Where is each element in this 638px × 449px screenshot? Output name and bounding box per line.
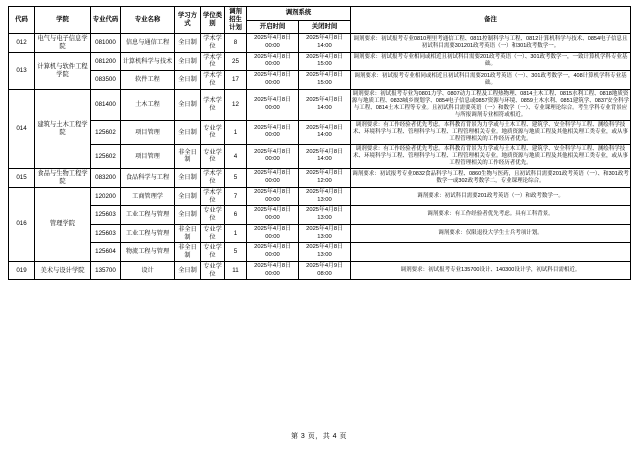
cell-major-name: 工商管理学	[121, 187, 175, 206]
cell-close-time: 2025年4月8日 13:00	[299, 224, 351, 243]
cell-study-mode: 全日制	[175, 169, 201, 188]
cell-open-time: 2025年4月8日 00:00	[247, 169, 299, 188]
header-plan: 调剂招生计划	[225, 7, 247, 34]
cell-close-time: 2025年4月8日 13:00	[299, 243, 351, 262]
cell-degree-type: 专业学位	[201, 224, 225, 243]
cell-plan: 25	[225, 52, 247, 71]
cell-study-mode: 全日制	[175, 89, 201, 120]
cell-open-time: 2025年4月8日 00:00	[247, 187, 299, 206]
table-row	[9, 261, 631, 280]
cell-major-code: 125602	[91, 144, 121, 168]
cell-remark: 调剂要求：初试报考专业0832食品科学与工程、0860生物与医药，且初试科目需要201政考英语（一）、和301政考数学一或302政考数学二，专业课理论综合。	[351, 169, 631, 188]
cell-study-mode: 全日制	[175, 52, 201, 71]
cell-open-time: 2025年4月8日 00:00	[247, 144, 299, 168]
cell-major-code: 081000	[91, 34, 121, 53]
cell-close-time: 2025年4月8日 13:00	[299, 206, 351, 225]
header-code: 代码	[9, 7, 35, 34]
cell-remark: 调剂要求：初试报考专业0810理里考通信工程、0811控制科学与工程、0812计算机科学与技术、0854电子信息且初试科目需要301201政考英语（一）和301政考数学一。	[351, 34, 631, 53]
cell-close-time: 2025年4月8日 13:00	[299, 187, 351, 206]
cell-open-time: 2025年4月8日 00:00	[247, 224, 299, 243]
cell-open-time: 2025年4月8日 00:00	[247, 71, 299, 90]
cell-remark: 调剂要求：初试报考专业相同或相近且初试科目需要201政考英语（一）、301政考数学一，一致计算机学科专业基础。	[351, 52, 631, 71]
cell-degree-type: 学术学位	[201, 169, 225, 188]
cell-plan: 12	[225, 89, 247, 120]
cell-study-mode: 全日制	[175, 261, 201, 280]
table-row	[9, 224, 631, 243]
table-row	[9, 206, 631, 225]
cell-major-name: 计算机科学与技术	[121, 52, 175, 71]
cell-major-code: 081400	[91, 89, 121, 120]
adjustment-table	[8, 6, 631, 280]
cell-major-code: 125603	[91, 206, 121, 225]
cell-college: 食品与生物工程学院	[35, 169, 91, 188]
table-row	[9, 243, 631, 262]
header-college: 学院	[35, 7, 91, 34]
cell-plan: 4	[225, 144, 247, 168]
cell-study-mode: 全日制	[175, 71, 201, 90]
cell-degree-type: 专业学位	[201, 206, 225, 225]
cell-study-mode: 全日制	[175, 206, 201, 225]
cell-code: 012	[9, 34, 35, 53]
header-system-group: 调剂系统	[247, 7, 351, 21]
cell-plan: 11	[225, 261, 247, 280]
table-row	[9, 71, 631, 90]
table-row	[9, 34, 631, 53]
header-degree-type: 学位类别	[201, 7, 225, 34]
cell-close-time: 2025年4月8日 14:00	[299, 144, 351, 168]
cell-plan: 1	[225, 120, 247, 144]
cell-code: 019	[9, 261, 35, 280]
cell-code: 015	[9, 169, 35, 188]
cell-degree-type: 专业学位	[201, 261, 225, 280]
cell-plan: 7	[225, 187, 247, 206]
cell-college: 计算机与软件工程学院	[35, 52, 91, 89]
cell-remark: 调剂要求：仅限退役大学生士兵考项计划。	[351, 224, 631, 243]
cell-code: 013	[9, 52, 35, 89]
cell-remark: 调剂要求：有工作经验者优先考虑。本科教育背景为力学或与土木工程、建筑学、安全科学与工程、测绘科学技术、环境科学与工程、管理科学与工程、工程管理相关专业。地质资源与地质工程及其他相关理工类专业，或从事工程管理相关的工作经历者优先。	[351, 120, 631, 144]
cell-open-time: 2025年4月8日 00:00	[247, 120, 299, 144]
cell-open-time: 2025年4月8日 00:00	[247, 34, 299, 53]
cell-remark: 调剂要求：有工作经验者优先考虑。具有工科背景。	[351, 206, 631, 225]
cell-major-name: 土木工程	[121, 89, 175, 120]
cell-degree-type: 学术学位	[201, 52, 225, 71]
cell-major-code: 125603	[91, 224, 121, 243]
cell-plan: 5	[225, 169, 247, 188]
cell-major-name: 项目管理	[121, 144, 175, 168]
cell-plan: 1	[225, 224, 247, 243]
table-row	[9, 89, 631, 120]
cell-plan: 8	[225, 34, 247, 53]
cell-major-name: 食品科学与工程	[121, 169, 175, 188]
cell-study-mode: 非全日制	[175, 144, 201, 168]
cell-major-code: 125602	[91, 120, 121, 144]
table-row	[9, 187, 631, 206]
cell-major-name: 设计	[121, 261, 175, 280]
cell-degree-type: 学术学位	[201, 89, 225, 120]
table-row	[9, 52, 631, 71]
cell-college: 电气与电子信息学院	[35, 34, 91, 53]
cell-close-time: 2025年4月9日 08:00	[299, 261, 351, 280]
cell-study-mode: 全日制	[175, 34, 201, 53]
cell-close-time: 2025年4月8日 14:00	[299, 120, 351, 144]
cell-major-code: 120200	[91, 187, 121, 206]
cell-open-time: 2025年4月8日 00:00	[247, 243, 299, 262]
table-body	[9, 34, 631, 280]
cell-major-code: 083200	[91, 169, 121, 188]
table-row	[9, 144, 631, 168]
cell-degree-type: 学术学位	[201, 187, 225, 206]
cell-college: 美术与设计学院	[35, 261, 91, 280]
table-row	[9, 120, 631, 144]
cell-college: 管理学院	[35, 187, 91, 261]
cell-remark	[351, 243, 631, 262]
cell-close-time: 2025年4月8日 15:00	[299, 71, 351, 90]
cell-college: 建筑与土木工程学院	[35, 89, 91, 168]
cell-major-name: 软件工程	[121, 71, 175, 90]
cell-close-time: 2025年4月8日 14:00	[299, 89, 351, 120]
cell-plan: 6	[225, 206, 247, 225]
cell-study-mode: 全日制	[175, 120, 201, 144]
cell-major-code: 135700	[91, 261, 121, 280]
cell-degree-type: 专业学位	[201, 144, 225, 168]
cell-plan: 5	[225, 243, 247, 262]
cell-plan: 17	[225, 71, 247, 90]
header-close-time: 关闭时间	[299, 20, 351, 34]
cell-major-name: 项目管理	[121, 120, 175, 144]
cell-close-time: 2025年4月8日 12:00	[299, 169, 351, 188]
cell-open-time: 2025年4月8日 00:00	[247, 89, 299, 120]
header-open-time: 开启时间	[247, 20, 299, 34]
table-row	[9, 169, 631, 188]
cell-major-code: 125604	[91, 243, 121, 262]
cell-study-mode: 全日制	[175, 187, 201, 206]
cell-open-time: 2025年4月8日 00:00	[247, 261, 299, 280]
cell-major-name: 物流工程与管理	[121, 243, 175, 262]
cell-major-code: 083500	[91, 71, 121, 90]
cell-remark: 调剂要求：初试报考专业相同或相近且初试科目需要201政考英语（一）、301政考数学一，408计算机学科专业基础。	[351, 71, 631, 90]
cell-degree-type: 学术学位	[201, 34, 225, 53]
cell-major-name: 工业工程与管理	[121, 224, 175, 243]
cell-major-code: 081200	[91, 52, 121, 71]
cell-major-name: 工业工程与管理	[121, 206, 175, 225]
cell-remark: 调剂要求：初试科目需要201政考英语（一）和政考数学一。	[351, 187, 631, 206]
page-footer: 第 3 页，共 4 页	[290, 433, 348, 440]
header-remark: 备注	[351, 7, 631, 34]
cell-remark: 调剂要求：初试报考专业为0801力学、0807动力工程及工程热物理、0814土木工程、0815水利工程、0818地质资源与地质工程、0833城乡规划学、0854电子信息或0857资源与环境、0859土木水利、0851建筑学、0837安全科学与工程、0814土木工程等专业。且初试科目需要英语（一）和数学（一）、专业课理论综合。考生学科专业背景应与所报调剂专业相符或相近。	[351, 89, 631, 120]
cell-study-mode: 非全日制	[175, 243, 201, 262]
cell-close-time: 2025年4月8日 15:00	[299, 52, 351, 71]
cell-remark: 调剂要求：初试报考专业135700设计、140300设计学，初试科目需相近。	[351, 261, 631, 280]
cell-open-time: 2025年4月8日 00:00	[247, 52, 299, 71]
cell-major-name: 信息与通信工程	[121, 34, 175, 53]
header-major-name: 专业名称	[121, 7, 175, 34]
cell-code: 016	[9, 187, 35, 261]
cell-open-time: 2025年4月8日 00:00	[247, 206, 299, 225]
table-header-row	[9, 7, 631, 21]
cell-degree-type: 专业学位	[201, 120, 225, 144]
cell-degree-type: 学术学位	[201, 71, 225, 90]
cell-degree-type: 专业学位	[201, 243, 225, 262]
cell-study-mode: 非全日制	[175, 224, 201, 243]
cell-remark: 调剂要求：有工作经验者优先考虑。本科教育背景为力学或与土木工程、建筑学、安全科学与工程、测绘科学技术、环境科学与工程、管理科学与工程、工程管理相关专业。地质资源与地质工程及其他相关理工类专业，或从事工程管理相关的工作经历者优先。	[351, 144, 631, 168]
cell-close-time: 2025年4月8日 14:00	[299, 34, 351, 53]
cell-code: 014	[9, 89, 35, 168]
header-major-code: 专业代码	[91, 7, 121, 34]
header-study-mode: 学习方式	[175, 7, 201, 34]
